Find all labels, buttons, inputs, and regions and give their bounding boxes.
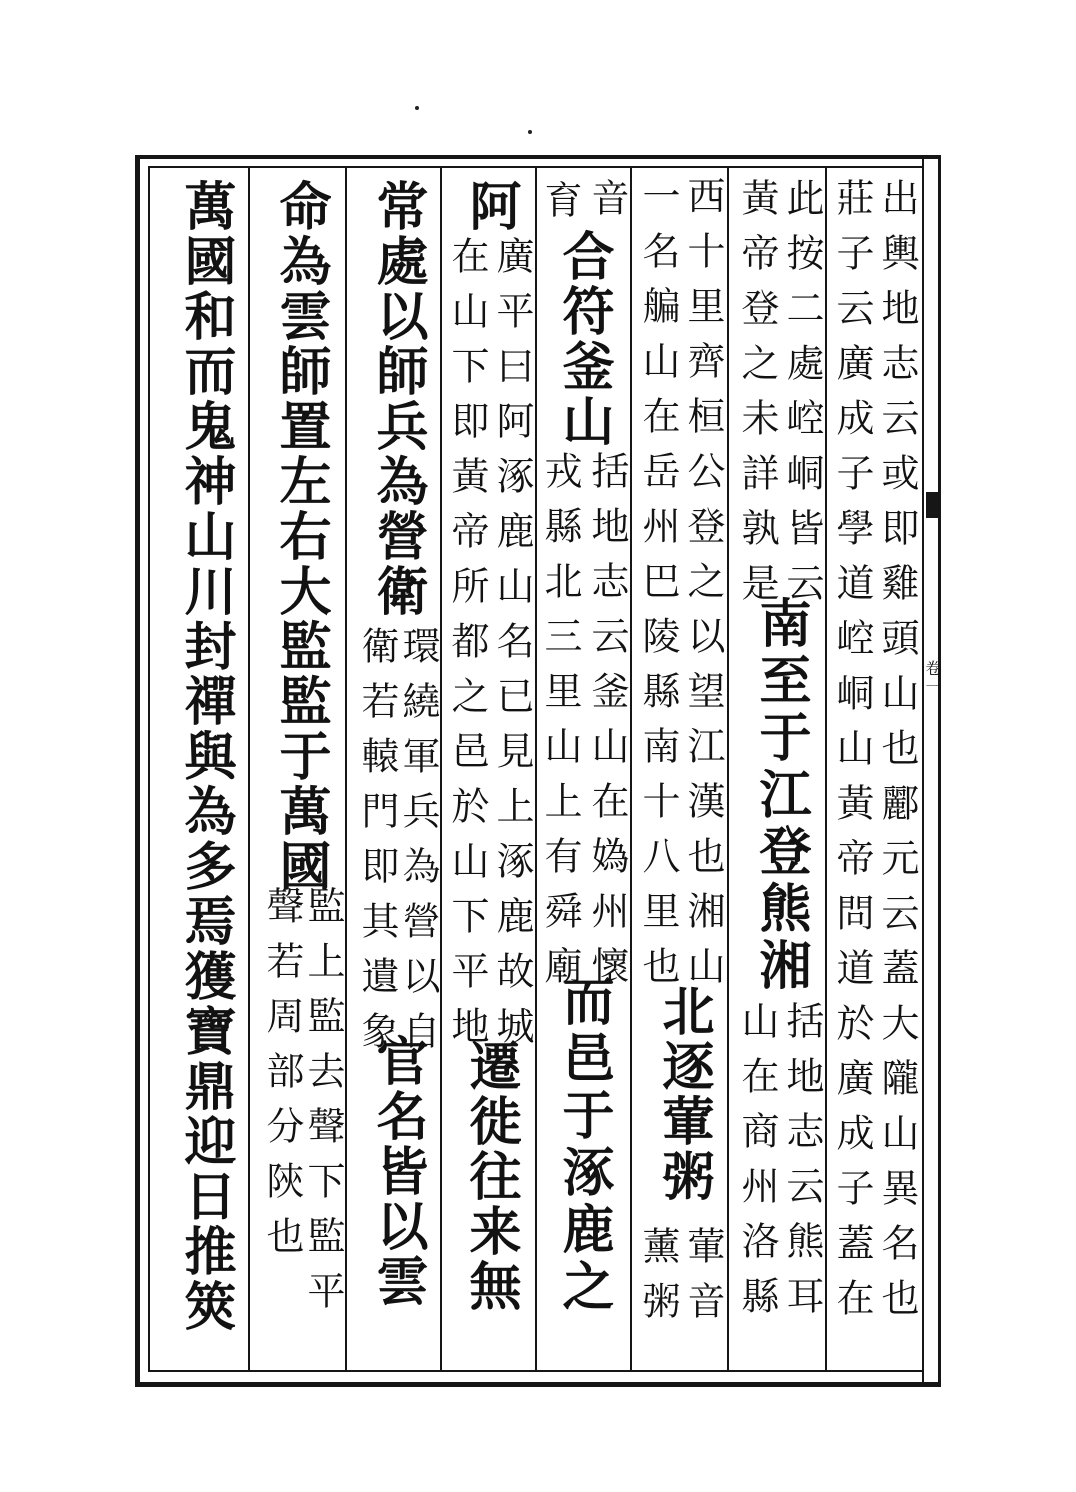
column-divider bbox=[440, 166, 442, 1372]
main-text: 南至于江登熊湘 bbox=[750, 596, 811, 995]
frame-top-thick bbox=[135, 155, 941, 159]
annotation-left: 莊子云廣成子學道崆峒山黃帝問道於廣成子蓋在 bbox=[830, 178, 874, 1333]
annotation-left: 在山下即黃帝所都之邑於山下平地 bbox=[445, 236, 489, 1061]
annotation-right: 此按二處崆峒皆云 bbox=[780, 178, 824, 618]
column-divider bbox=[345, 166, 347, 1372]
main-text: 命為雲師置左右大監監于萬國 bbox=[270, 179, 331, 894]
column-divider bbox=[630, 166, 632, 1372]
column-divider bbox=[248, 166, 250, 1372]
ink-speck bbox=[528, 130, 532, 134]
annotation-right: 音 bbox=[585, 178, 629, 233]
main-text: 萬國和而鬼神山川封禪與為多焉獲寶鼎迎日推筴 bbox=[175, 179, 236, 1334]
annotation-right: 括地志云熊耳 bbox=[780, 1001, 824, 1331]
annotation-right: 葷音 bbox=[681, 1226, 725, 1336]
frame-bottom-thick bbox=[135, 1382, 941, 1387]
annotation-right: 監上監去聲下監平 bbox=[301, 886, 345, 1326]
annotation-left: 育 bbox=[538, 180, 582, 235]
margin-volume-label: 卷一 bbox=[923, 660, 942, 696]
main-text: 而邑于涿鹿之 bbox=[553, 974, 614, 1316]
annotation-right: 括地志云釜山在媯州懷 bbox=[585, 451, 629, 1001]
main-text: 阿 bbox=[460, 179, 521, 234]
column-divider bbox=[825, 166, 827, 1372]
annotation-left: 山在商州洛縣 bbox=[735, 1001, 779, 1331]
main-text: 常處以師兵為營衛 bbox=[367, 179, 428, 619]
annotation-left: 戎縣北三里山上有舜廟 bbox=[538, 451, 582, 1001]
annotation-left: 一名艑山在岳州巴陵縣南十八里也 bbox=[636, 176, 680, 1001]
annotation-left: 黃帝登之未詳孰是 bbox=[735, 178, 779, 618]
column-divider bbox=[535, 166, 537, 1372]
main-text: 北逐葷粥 bbox=[653, 984, 714, 1204]
frame-right-inner bbox=[922, 158, 924, 1384]
frame-left-thick bbox=[135, 155, 140, 1387]
annotation-left: 聲若周部分陝也 bbox=[260, 886, 304, 1271]
annotation-right: 環繞軍兵為營以自 bbox=[396, 626, 440, 1066]
frame-right-outer bbox=[938, 155, 941, 1387]
annotation-right: 西十里齊桓公登之以望江漢也湘山 bbox=[681, 176, 725, 1001]
annotation-left: 薰粥 bbox=[636, 1226, 680, 1336]
annotation-left: 衛若轅門即其遺象 bbox=[355, 626, 399, 1066]
main-text: 合符釜山 bbox=[553, 229, 614, 449]
banxin-mark bbox=[926, 492, 938, 518]
frame-left-thin bbox=[148, 166, 150, 1372]
annotation-right: 廣平曰阿涿鹿山名已見上涿鹿故城 bbox=[490, 236, 534, 1061]
main-text: 官名皆以雲 bbox=[367, 1034, 428, 1309]
column-divider bbox=[727, 166, 729, 1372]
annotation-right: 出輿地志云或即雞頭山也酈元云蓋大隴山異名也 bbox=[875, 178, 919, 1333]
main-text: 遷徙往来無 bbox=[460, 1039, 521, 1314]
ink-speck bbox=[415, 106, 419, 110]
